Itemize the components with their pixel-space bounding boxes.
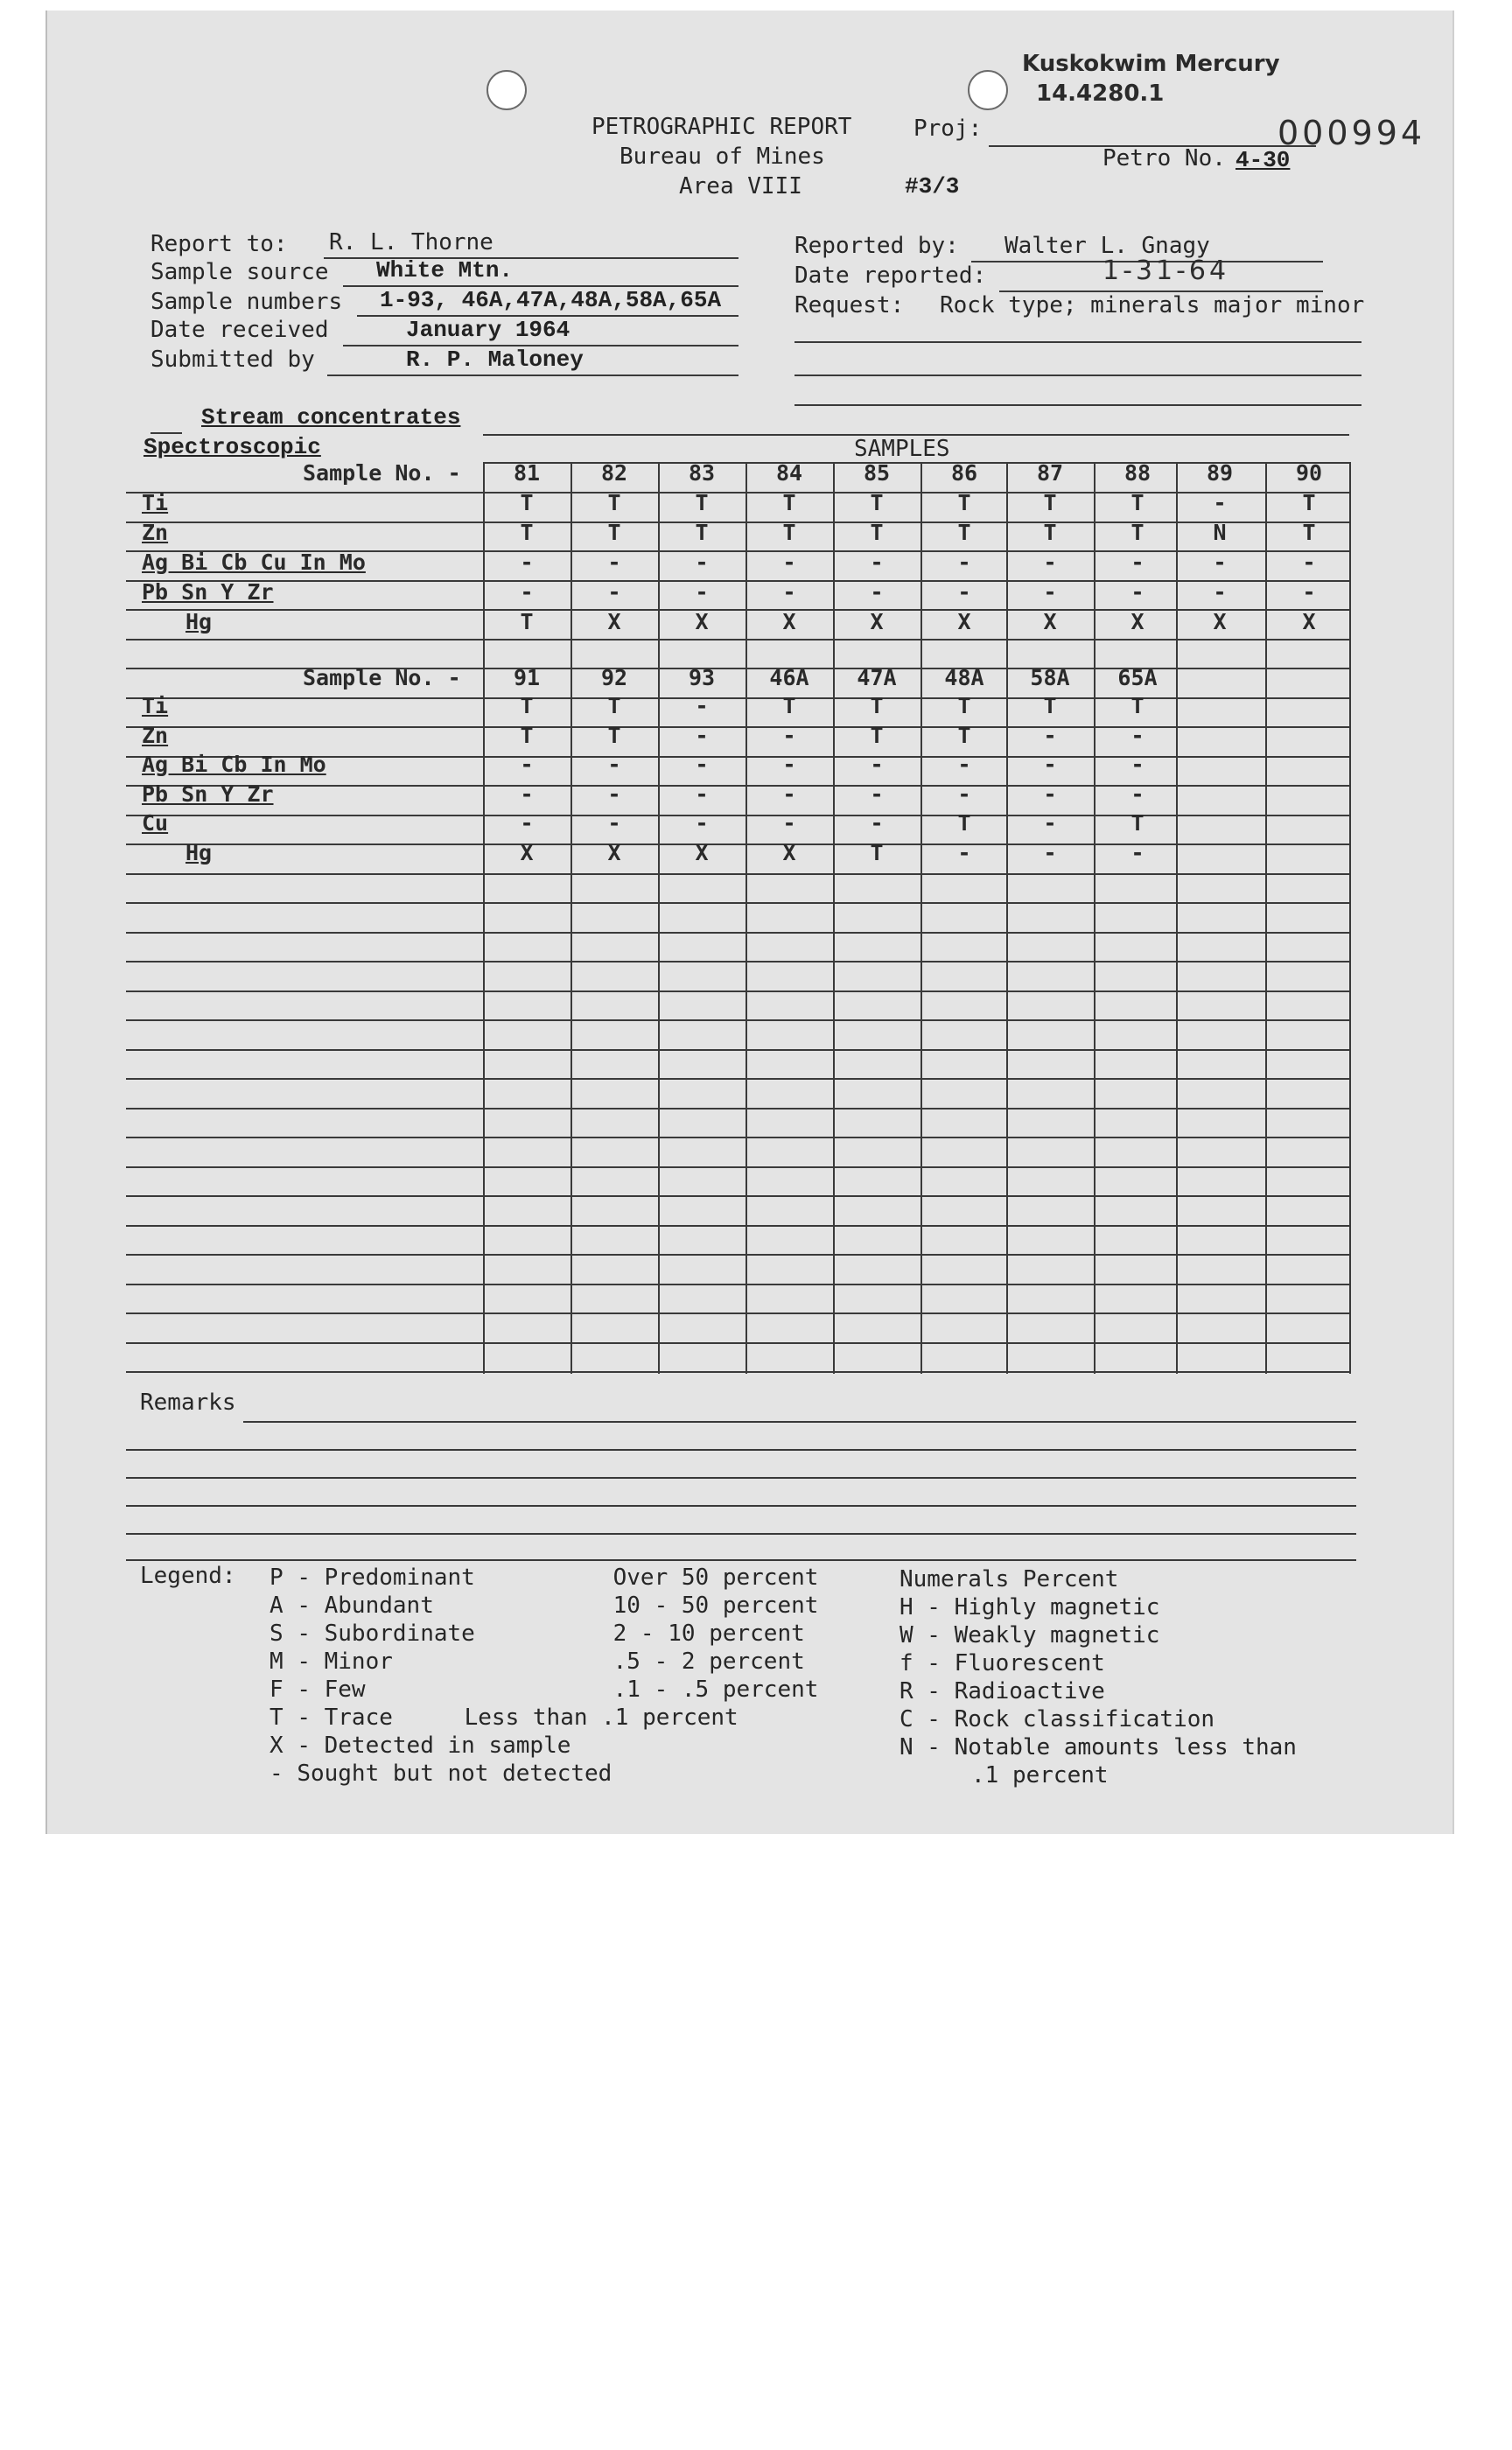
request-value: Rock type; minerals major minor xyxy=(940,292,1365,318)
legend-name: Trace xyxy=(324,1704,393,1731)
result-cell: - xyxy=(957,550,971,575)
result-cell: X xyxy=(782,609,796,634)
legend-dash: - xyxy=(297,1648,325,1675)
table-rule-line xyxy=(126,932,1349,934)
report-to-value: R. L. Thorne xyxy=(329,229,494,256)
remarks-line-1 xyxy=(243,1421,1356,1423)
result-cell: T xyxy=(870,839,884,865)
result-cell: - xyxy=(695,810,709,836)
element-row-label: Ag Bi Cb Cu In Mo xyxy=(142,550,366,575)
result-cell: - xyxy=(1043,722,1057,748)
remarks-line-3 xyxy=(126,1477,1356,1479)
table-rule-line xyxy=(126,1225,1349,1227)
result-cell: T xyxy=(957,810,971,836)
legend-dash: - xyxy=(297,1732,325,1759)
legend-separator xyxy=(284,1760,298,1787)
result-cell: T xyxy=(1130,693,1144,718)
legend-code: P xyxy=(270,1564,284,1591)
legend-entry xyxy=(270,1620,805,1647)
result-cell: T xyxy=(607,520,621,545)
result-cell: - xyxy=(695,752,709,777)
legend-right-line: N - Notable amounts less than xyxy=(900,1734,1297,1760)
request-line-3 xyxy=(794,404,1362,406)
legend-name: Minor xyxy=(324,1648,393,1675)
page-number: #3/3 xyxy=(905,173,960,200)
result-cell: T xyxy=(607,722,621,748)
result-cell: T xyxy=(957,722,971,748)
result-cell: - xyxy=(1302,550,1316,575)
result-cell: X xyxy=(870,609,884,634)
result-cell: - xyxy=(520,780,534,807)
result-cell: T xyxy=(520,693,534,718)
result-cell: T xyxy=(520,609,534,634)
table-rule-line xyxy=(126,1371,1349,1373)
sample-number-header: 86 xyxy=(950,460,978,486)
sample-source-value: White Mtn. xyxy=(376,257,514,284)
legend-code: - xyxy=(270,1760,284,1787)
legend-right-line: C - Rock classification xyxy=(900,1706,1215,1732)
submitted-by-underline xyxy=(327,374,738,376)
legend-separator xyxy=(284,1676,298,1703)
result-cell: - xyxy=(1043,839,1057,865)
sample-number-header: 88 xyxy=(1124,460,1152,486)
sample-numbers-label: Sample numbers xyxy=(150,289,343,315)
submitted-by-value: R. P. Maloney xyxy=(406,346,584,373)
result-cell: - xyxy=(870,780,884,807)
result-cell: X xyxy=(607,609,621,634)
legend-range: 10 - 50 percent xyxy=(612,1592,819,1619)
result-cell: N xyxy=(1213,520,1227,545)
result-cell: T xyxy=(870,722,884,748)
result-cell: - xyxy=(607,780,621,807)
table-rule-line xyxy=(126,639,1349,640)
sample-number-header: 85 xyxy=(863,460,891,486)
date-received-value: January 1964 xyxy=(406,317,570,343)
legend-code: T xyxy=(270,1704,284,1731)
legend-entry xyxy=(270,1564,818,1591)
result-cell: T xyxy=(520,520,534,545)
result-cell: T xyxy=(782,520,796,545)
element-row-label: Ti xyxy=(142,490,169,515)
result-cell: T xyxy=(957,490,971,515)
sample-number-header: 58A xyxy=(1030,665,1070,690)
result-cell: - xyxy=(1130,722,1144,748)
legend-dash: - xyxy=(297,1592,325,1619)
result-cell: - xyxy=(782,579,796,605)
method: Spectroscopic xyxy=(144,434,321,460)
result-cell: - xyxy=(782,780,796,807)
table-rule-line xyxy=(126,1312,1349,1314)
report-title: PETROGRAPHIC REPORT xyxy=(592,114,852,140)
legend-separator xyxy=(284,1732,298,1759)
element-row-label: Hg xyxy=(186,839,213,865)
request-line-2 xyxy=(794,374,1362,376)
result-cell: - xyxy=(957,752,971,777)
result-cell: - xyxy=(782,550,796,575)
result-cell: T xyxy=(870,520,884,545)
result-cell: T xyxy=(695,490,709,515)
result-cell: - xyxy=(1043,550,1057,575)
samples-header: SAMPLES xyxy=(854,436,950,462)
result-cell: - xyxy=(1130,839,1144,865)
element-row-label: Zn xyxy=(142,722,169,748)
result-cell: T xyxy=(870,490,884,515)
result-cell: - xyxy=(1213,550,1227,575)
legend-right-line: .1 percent xyxy=(971,1762,1109,1788)
legend-entry xyxy=(270,1648,805,1675)
table-rule-line xyxy=(126,1019,1349,1021)
sample-numbers-value: 1-93, 46A,47A,48A,58A,65A xyxy=(380,287,722,313)
legend-entry xyxy=(270,1704,738,1731)
legend-right-line: H - Highly magnetic xyxy=(900,1594,1160,1620)
remarks-line-5 xyxy=(126,1533,1356,1535)
project-stamp-line2: 14.4280.1 xyxy=(1036,80,1165,107)
result-cell: - xyxy=(1043,780,1057,807)
result-cell: T xyxy=(782,693,796,718)
legend-right-line: Numerals Percent xyxy=(900,1566,1119,1592)
result-cell: - xyxy=(957,579,971,605)
request-line-1 xyxy=(794,341,1362,343)
result-cell: - xyxy=(870,550,884,575)
legend-entry xyxy=(270,1760,612,1787)
table-rule-line xyxy=(126,1049,1349,1051)
table-rule-line xyxy=(126,1166,1349,1168)
sample-number-header: 84 xyxy=(775,460,803,486)
result-cell: - xyxy=(695,693,709,718)
result-cell: T xyxy=(520,490,534,515)
legend-entry xyxy=(270,1676,818,1703)
element-row-label: Cu xyxy=(142,810,169,836)
legend-entry xyxy=(270,1732,613,1759)
legend-name: Detected in sample xyxy=(324,1732,571,1759)
sample-number-header: 91 xyxy=(513,665,541,690)
table-rule-line xyxy=(126,961,1349,962)
result-cell: T xyxy=(1302,490,1316,515)
legend-range: Over 50 percent xyxy=(612,1564,819,1591)
result-cell: - xyxy=(782,752,796,777)
sample-source-label: Sample source xyxy=(150,259,329,285)
table-rule-line xyxy=(126,1195,1349,1197)
legend-right-line: R - Radioactive xyxy=(900,1678,1105,1704)
sample-no-label: Sample No. - xyxy=(303,665,461,690)
result-cell: T xyxy=(1130,810,1144,836)
legend-name: Predominant xyxy=(324,1564,475,1591)
sample-number-header: 46A xyxy=(769,665,809,690)
legend-right-line: W - Weakly magnetic xyxy=(900,1622,1160,1648)
legend-entry xyxy=(270,1592,818,1619)
result-cell: - xyxy=(957,839,971,865)
result-cell: T xyxy=(1043,490,1057,515)
result-cell: - xyxy=(520,550,534,575)
result-cell: T xyxy=(520,722,534,748)
legend-name: Subordinate xyxy=(324,1620,475,1647)
legend-right-line: f - Fluorescent xyxy=(900,1650,1105,1676)
result-cell: T xyxy=(695,520,709,545)
result-cell: - xyxy=(695,550,709,575)
sample-number-header: 87 xyxy=(1036,460,1064,486)
result-cell: - xyxy=(607,579,621,605)
result-cell: X xyxy=(695,609,709,634)
petro-value: 4-30 xyxy=(1236,147,1291,173)
result-cell: X xyxy=(607,839,621,865)
remarks-line-4 xyxy=(126,1505,1356,1507)
sample-number-header: 47A xyxy=(857,665,897,690)
result-cell: - xyxy=(1130,579,1144,605)
result-cell: - xyxy=(607,752,621,777)
result-cell: - xyxy=(1213,490,1227,515)
sample-number-header: 90 xyxy=(1295,460,1323,486)
sample-no-label: Sample No. - xyxy=(303,460,461,486)
legend-dash: - xyxy=(297,1704,325,1731)
result-cell: T xyxy=(607,693,621,718)
result-cell: T xyxy=(957,693,971,718)
request-label: Request: xyxy=(794,292,905,318)
table-rule-line xyxy=(126,990,1349,992)
result-cell: - xyxy=(870,752,884,777)
remarks-line-2 xyxy=(126,1449,1356,1451)
result-cell: T xyxy=(1130,490,1144,515)
date-received-label: Date received xyxy=(150,317,329,343)
result-cell: - xyxy=(1130,780,1144,807)
result-cell: T xyxy=(957,520,971,545)
table-rule-line xyxy=(126,1137,1349,1138)
legend-name: Sought but not detected xyxy=(297,1760,612,1787)
legend-name: Abundant xyxy=(324,1592,434,1619)
legend-separator xyxy=(284,1648,298,1675)
result-cell: T xyxy=(1302,520,1316,545)
element-row-label: Ti xyxy=(142,693,169,718)
remarks-line-6 xyxy=(126,1559,1356,1561)
legend-name: Few xyxy=(324,1676,366,1703)
submitted-by-label: Submitted by xyxy=(150,346,315,373)
result-cell: - xyxy=(870,579,884,605)
legend-separator xyxy=(284,1564,298,1591)
result-cell: - xyxy=(607,550,621,575)
legend-dash: - xyxy=(297,1564,325,1591)
result-cell: - xyxy=(695,579,709,605)
legend-code: F xyxy=(270,1676,284,1703)
result-cell: X xyxy=(1213,609,1227,634)
result-cell: - xyxy=(1043,810,1057,836)
remarks-label: Remarks xyxy=(140,1390,236,1416)
table-rule-line xyxy=(126,1078,1349,1080)
element-row-label: Ag Bi Cb In Mo xyxy=(142,752,326,777)
legend-dash: - xyxy=(297,1676,325,1703)
result-cell: T xyxy=(1043,520,1057,545)
reported-by-value: Walter L. Gnagy xyxy=(1004,233,1210,259)
legend-label: Legend: xyxy=(140,1563,236,1589)
result-cell: - xyxy=(1043,579,1057,605)
result-cell: - xyxy=(607,810,621,836)
date-reported-value: 1-31-64 xyxy=(1102,256,1230,286)
legend-separator xyxy=(284,1704,298,1731)
result-cell: T xyxy=(1130,520,1144,545)
table-rule-line xyxy=(126,1254,1349,1256)
sample-number-header: 81 xyxy=(513,460,541,486)
result-cell: - xyxy=(1213,579,1227,605)
result-cell: X xyxy=(520,839,534,865)
sample-number-header: 48A xyxy=(944,665,984,690)
project-stamp-line1: Kuskokwim Mercury xyxy=(1022,51,1280,77)
legend-code: S xyxy=(270,1620,284,1647)
document-number: 000994 xyxy=(1278,114,1426,152)
legend-code: A xyxy=(270,1592,284,1619)
sample-number-header: 92 xyxy=(600,665,628,690)
result-cell: - xyxy=(782,722,796,748)
result-cell: T xyxy=(607,490,621,515)
result-cell: X xyxy=(1302,609,1316,634)
result-cell: - xyxy=(520,752,534,777)
result-cell: - xyxy=(695,722,709,748)
result-cell: T xyxy=(870,693,884,718)
punch-hole-right xyxy=(968,70,1008,110)
legend-separator xyxy=(284,1592,298,1619)
result-cell: - xyxy=(1043,752,1057,777)
legend-range: .1 - .5 percent xyxy=(612,1676,819,1703)
result-cell: X xyxy=(1043,609,1057,634)
result-cell: - xyxy=(520,810,534,836)
date-reported-label: Date reported: xyxy=(794,262,987,289)
result-cell: - xyxy=(957,780,971,807)
legend-range: 2 - 10 percent xyxy=(612,1620,805,1647)
table-rule-line xyxy=(126,902,1349,904)
result-cell: T xyxy=(782,490,796,515)
sample-number-header: 65A xyxy=(1117,665,1158,690)
result-cell: X xyxy=(1130,609,1144,634)
material: Stream concentrates xyxy=(201,404,461,430)
result-cell: X xyxy=(695,839,709,865)
legend-code: X xyxy=(270,1732,284,1759)
sample-number-header: 89 xyxy=(1206,460,1234,486)
result-cell: - xyxy=(870,810,884,836)
element-row-label: Zn xyxy=(142,520,169,545)
element-row-label: Hg xyxy=(186,609,213,634)
result-cell: X xyxy=(957,609,971,634)
proj-label: Proj: xyxy=(914,116,983,142)
sample-number-header: 83 xyxy=(688,460,716,486)
report-area: Area VIII xyxy=(679,173,802,200)
result-cell: - xyxy=(695,780,709,807)
sample-number-header: 93 xyxy=(688,665,716,690)
table-rule-line xyxy=(126,1342,1349,1344)
result-cell: T xyxy=(1043,693,1057,718)
sample-number-header: 82 xyxy=(600,460,628,486)
reported-by-label: Reported by: xyxy=(794,233,959,259)
legend-dash: - xyxy=(297,1620,325,1647)
legend-range: Less than .1 percent xyxy=(464,1704,738,1731)
result-cell: - xyxy=(520,579,534,605)
element-row-label: Pb Sn Y Zr xyxy=(142,579,274,605)
table-rule-line xyxy=(126,1108,1349,1110)
legend-range: .5 - 2 percent xyxy=(612,1648,805,1675)
legend-separator xyxy=(284,1620,298,1647)
result-cell: - xyxy=(1302,579,1316,605)
element-row-label: Pb Sn Y Zr xyxy=(142,780,274,807)
result-cell: X xyxy=(782,839,796,865)
result-cell: - xyxy=(1130,752,1144,777)
report-org: Bureau of Mines xyxy=(620,144,825,170)
legend-code: M xyxy=(270,1648,284,1675)
result-cell: - xyxy=(782,810,796,836)
table-rule-line xyxy=(126,1284,1349,1285)
report-to-label: Report to: xyxy=(150,231,288,257)
punch-hole-left xyxy=(486,70,527,110)
table-rule-line xyxy=(126,873,1349,875)
result-cell: - xyxy=(1130,550,1144,575)
petro-label: Petro No. xyxy=(1102,145,1226,172)
